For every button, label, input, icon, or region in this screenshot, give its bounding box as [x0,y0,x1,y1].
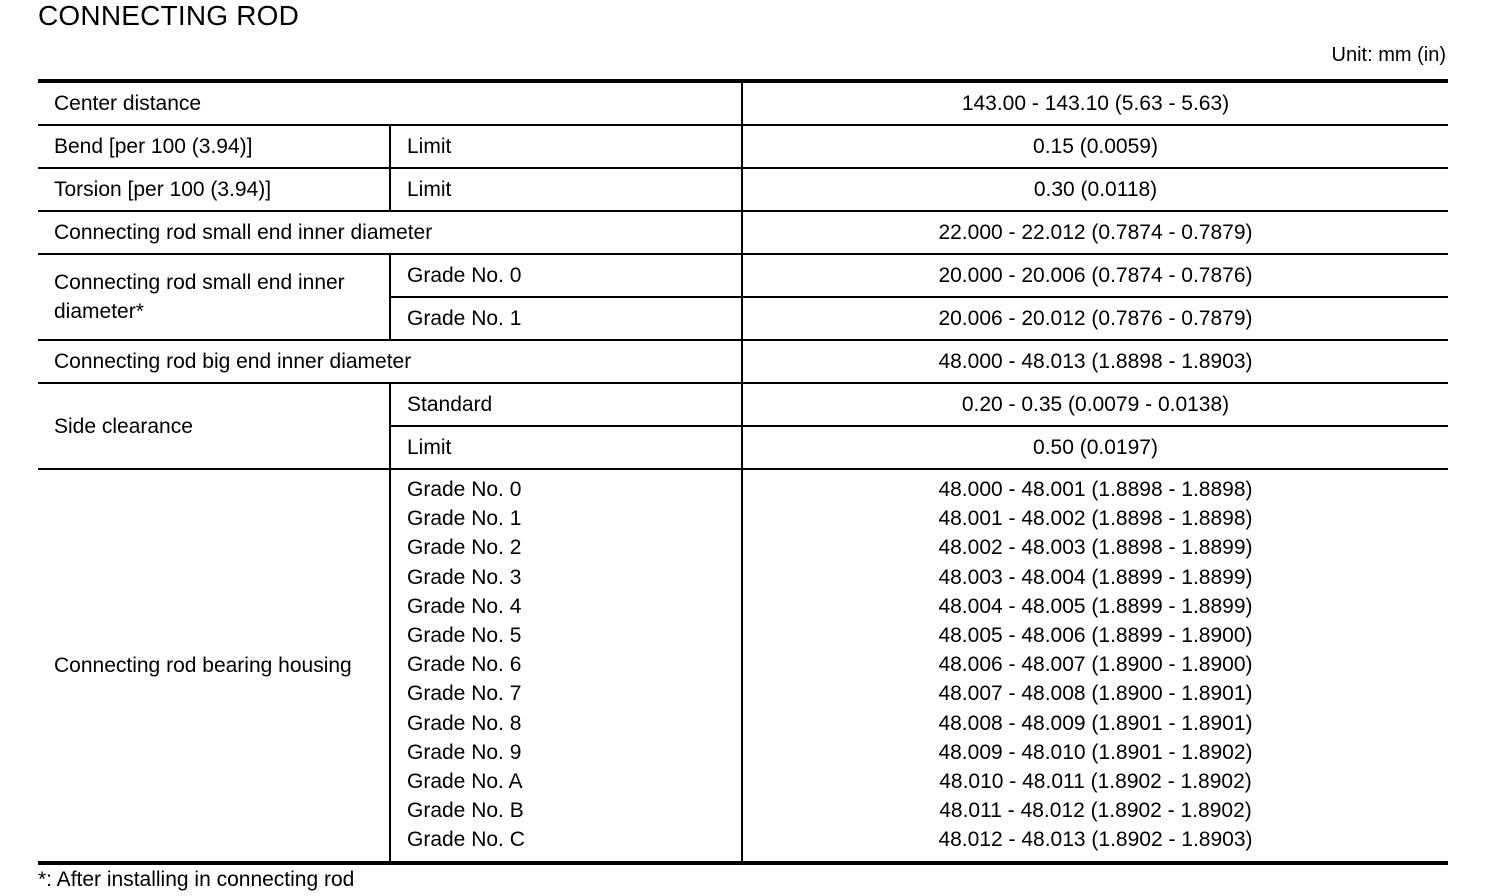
table-row [38,383,1448,426]
row-sub-small-end-grade-0: Grade No. 0 [390,254,742,297]
table-row [38,125,1448,168]
row-value-torsion: 0.30 (0.0118) [742,168,1448,211]
row-label-small-end-grade: Connecting rod small end inner diameter* [38,254,390,340]
row-value-side-clearance-limit: 0.50 (0.0197) [742,426,1448,469]
list-item: Grade No. C [407,828,525,852]
list-item: Grade No. B [407,799,524,823]
list-item: Grade No. 0 [407,478,522,501]
list-item: 48.010 - 48.011 (1.8902 - 1.8902) [939,769,1252,793]
list-item: Grade No. 6 [407,653,522,677]
row-value-small-end: 22.000 - 22.012 (0.7874 - 0.7879) [742,211,1448,254]
list-item: 48.001 - 48.002 (1.8898 - 1.8898) [938,507,1253,531]
list-item: 48.002 - 48.003 (1.8898 - 1.8899) [938,536,1253,560]
list-item: Grade No. 9 [407,740,522,764]
row-sub-side-clearance-standard: Standard [390,383,742,426]
row-label-bend: Bend [per 100 (3.94)] [38,125,390,168]
row-label-torsion: Torsion [per 100 (3.94)] [38,168,390,211]
list-item: Grade No. 7 [407,682,522,706]
list-item: Grade No. 8 [407,711,522,735]
row-label-big-end: Connecting rod big end inner diameter [38,340,742,383]
row-label-side-clearance: Side clearance [38,383,390,469]
table-row [38,254,1448,297]
table-row [38,81,1448,125]
row-value-small-end-grade-0: 20.000 - 20.006 (0.7874 - 0.7876) [742,254,1448,297]
spec-table [38,79,1448,865]
table-row [38,168,1448,211]
list-item: 48.008 - 48.009 (1.8901 - 1.8901) [938,711,1253,735]
row-sub-bend: Limit [390,125,742,168]
list-item: 48.003 - 48.004 (1.8899 - 1.8899) [938,565,1253,589]
page-title: CONNECTING ROD [38,0,300,31]
list-item: 48.004 - 48.005 (1.8899 - 1.8899) [938,594,1253,618]
list-item: 48.007 - 48.008 (1.8900 - 1.8901) [938,682,1253,706]
row-label-bearing-housing: Connecting rod bearing housing [38,469,390,863]
list-item: Grade No. 1 [407,507,522,531]
list-item: 48.006 - 48.007 (1.8900 - 1.8900) [938,653,1253,677]
table-row [38,211,1448,254]
list-item: 48.011 - 48.012 (1.8902 - 1.8902) [939,799,1252,823]
list-item: Grade No. A [407,769,523,793]
row-value-center-distance: 143.00 - 143.10 (5.63 - 5.63) [742,81,1448,125]
bearing-housing-value-list [742,469,1448,863]
list-item: Grade No. 5 [407,623,522,647]
row-value-big-end: 48.000 - 48.013 (1.8898 - 1.8903) [742,340,1448,383]
row-sub-torsion: Limit [390,168,742,211]
list-item: Grade No. 4 [407,594,522,618]
table-row [38,340,1448,383]
footnote: *: After installing in connecting rod [38,868,355,891]
row-sub-side-clearance-limit: Limit [390,426,742,469]
list-item: 48.012 - 48.013 (1.8902 - 1.8903) [938,828,1253,852]
row-label-center-distance: Center distance [54,92,202,115]
list-item: 48.000 - 48.001 (1.8898 - 1.8898) [938,478,1253,501]
row-value-small-end-grade-1: 20.006 - 20.012 (0.7876 - 0.7879) [742,297,1448,340]
row-sub-small-end-grade-1: Grade No. 1 [390,297,742,340]
list-item: Grade No. 3 [407,565,522,589]
bearing-housing-grade-list [390,469,742,863]
row-value-bend: 0.15 (0.0059) [742,125,1448,168]
table-row [38,469,1448,863]
list-item: 48.005 - 48.006 (1.8899 - 1.8900) [938,623,1253,647]
row-value-side-clearance-standard: 0.20 - 0.35 (0.0079 - 0.0138) [742,383,1448,426]
row-label-small-end: Connecting rod small end inner diameter [38,211,742,254]
list-item: 48.009 - 48.010 (1.8901 - 1.8902) [938,740,1253,764]
list-item: Grade No. 2 [407,536,522,560]
unit-label: Unit: mm (in) [1331,44,1446,66]
